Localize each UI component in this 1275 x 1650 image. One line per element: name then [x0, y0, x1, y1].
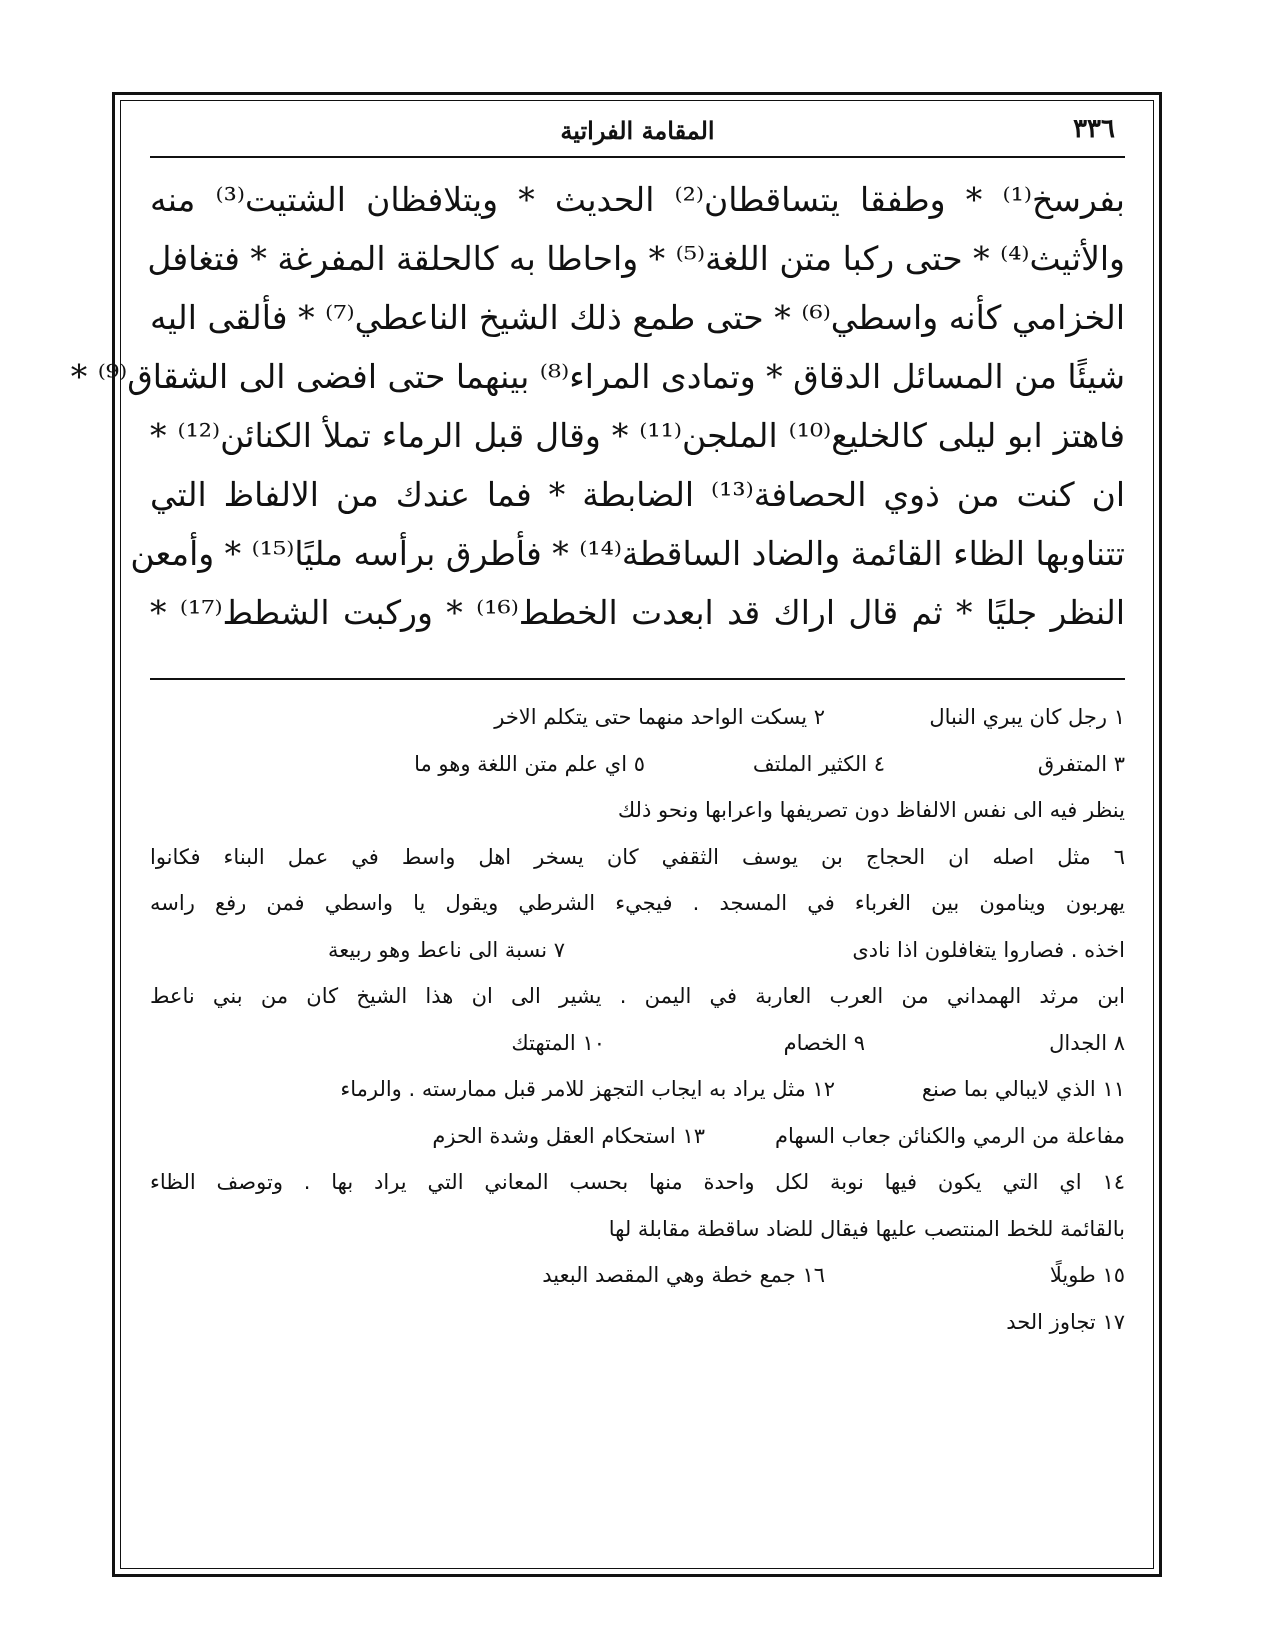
text-line: فاهتز ابو ليلى كالخليع⁽¹⁰⁾ الملجن⁽¹¹⁾ * وقال قبل الرماء تملأ الكنائن⁽¹²⁾ * [150, 416, 1125, 455]
footnote: مفاعلة من الرمي والكنائن جعاب السهام [774, 1123, 1125, 1148]
page-header [150, 110, 1125, 156]
footnote: ٧ نسبة الى ناعط وهو ربيعة [327, 937, 565, 962]
text-line: والأثيث⁽⁴⁾ * حتى ركبا متن اللغة⁽⁵⁾ * واحاطا به كالحلقة المفرغة * فتغافل [147, 239, 1125, 278]
text-line: بفرسخ⁽¹⁾ * وطفقا يتساقطان⁽²⁾ الحديث * ويتلافظان الشتيت⁽³⁾ منه [150, 180, 1125, 219]
footnote: ١٥ طويلًا [1049, 1263, 1125, 1287]
footnote: ٨ الجدال [1049, 1030, 1125, 1055]
footnote-rule [150, 678, 1125, 680]
footnote-line [150, 1113, 1125, 1160]
text-line: الخزامي كأنه واسطي⁽⁶⁾ * حتى طمع ذلك الشيخ الناعطي⁽⁷⁾ * فألقى اليه [150, 298, 1126, 337]
footnote: ١٢ مثل يراد به ايجاب التجهز للامر قبل ممارسته . والرماء [340, 1077, 835, 1101]
footnote-line: ابن مرثد الهمداني من العرب العاربة في اليمن . يشير الى ان هذا الشيخ كان من بني ناعط [150, 984, 1125, 1008]
book-page [70, 108, 1126, 1558]
text-line: النظر جليًا * ثم قال اراك قد ابعدت الخطط⁽¹⁶⁾ * وركبت الشطط⁽¹⁷⁾ * [150, 593, 1126, 632]
footnote-line: ٦ مثل اصله ان الحجاج بن يوسف الثقفي كان يسخر اهل واسط في عمل البناء فكانوا [150, 844, 1125, 869]
footnote: ١٣ استحكام العقل وشدة الحزم [432, 1123, 705, 1148]
footnote: ٥ اي علم متن اللغة وهو ما [414, 751, 645, 776]
footnote: اخذه . فصاروا يتغافلون اذا نادى [852, 937, 1125, 962]
footnote-line: يهربون وينامون بين الغرباء في المسجد . فيجيء الشرطي ويقول يا واسطي فمن رفع راسه [150, 891, 1125, 915]
footnote-line [150, 1252, 1125, 1299]
footnote: ٤ الكثير الملتف [752, 751, 885, 776]
footnote-line [150, 694, 1125, 741]
footnote-line: ١٧ تجاوز الحد [1006, 1309, 1125, 1334]
running-title: المقامة الفراتية [560, 116, 715, 145]
footnote: ١١ الذي لايبالي بما صنع [921, 1077, 1125, 1101]
footnote-line [150, 1066, 1125, 1113]
footnote: ١٦ جمع خطة وهي المقصد البعيد [542, 1263, 825, 1287]
footnote: ٣ المتفرق [1037, 751, 1125, 776]
footnote-line [150, 741, 1125, 788]
footnote: ١٠ المتهتك [511, 1030, 605, 1055]
footnote-line: ينظر فيه الى نفس الالفاظ دون تصريفها واعرابها ونحو ذلك [617, 798, 1125, 822]
footnote: ٢ يسكت الواحد منهما حتى يتكلم الاخر [494, 705, 825, 729]
text-line: ان كنت من ذوي الحصافة⁽¹³⁾ الضابطة * فما عندك من الالفاظ التي [150, 475, 1126, 514]
footnote-line: بالقائمة للخط المنتصب عليها فيقال للضاد ساقطة مقابلة لها [608, 1216, 1125, 1241]
text-line: شيئًا من المسائل الدقاق * وتمادى المراء⁽⁸⁾ بينهما حتى افضى الى الشقاق⁽⁹⁾ * [70, 357, 1125, 396]
footnote: ١ رجل كان يبري النبال [929, 705, 1125, 729]
main-text [70, 170, 1126, 642]
footnote-line: ١٤ اي التي يكون فيها نوبة لكل واحدة منها بحسب المعاني التي يراد بها . وتوصف الظاء [150, 1170, 1125, 1194]
footnote-line [150, 1020, 1125, 1067]
footnote-line [150, 927, 1125, 974]
header-rule [150, 156, 1125, 158]
text-line: تتناوبها الظاء القائمة والضاد الساقطة⁽¹⁴⁾ * فأطرق برأسه مليًا⁽¹⁵⁾ * وأمعن [130, 534, 1125, 573]
footnotes [150, 694, 1125, 1345]
page-number: ٣٣٦ [1073, 114, 1115, 144]
footnote: ٩ الخصام [783, 1030, 865, 1055]
